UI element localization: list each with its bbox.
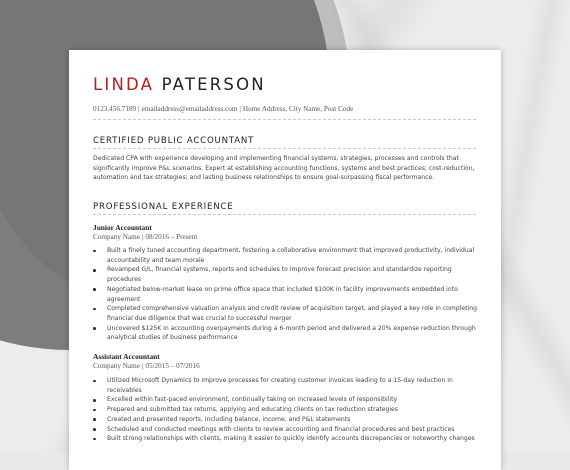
bullet-item: Completed comprehensive valuation analysis and credit review of acquisition target, and played a key role in completing financial due diligence that was crucial to successful merger	[93, 304, 483, 323]
resume-page	[69, 50, 501, 470]
job-bullets	[93, 376, 483, 444]
contact-line	[93, 105, 353, 113]
job-title: Junior Accountant	[93, 223, 152, 232]
separator: |	[141, 362, 144, 370]
job-meta	[93, 233, 197, 241]
bullet-item: Prepared and submitted tax returns, applying and educating clients on tax reduction strategies	[93, 405, 483, 415]
separator: |	[239, 105, 241, 113]
phone-text: 0123.456.7189	[93, 105, 137, 113]
company-name: Company Name	[93, 362, 140, 370]
divider	[93, 119, 476, 120]
candidate-name	[93, 75, 266, 94]
address-text: Home Address, City Name, Post Code	[242, 105, 354, 113]
separator: |	[141, 233, 144, 241]
divider	[93, 148, 476, 149]
bullet-item: Excelled within fast-paced environment, continually taking on increased levels of responsibility	[93, 395, 483, 405]
bullet-item: Revamped G/L, financial systems, reports and schedules to improve forecast precision and standardize reporting procedures	[93, 265, 483, 284]
job-dates: 08/2016 – Present	[145, 233, 198, 241]
job-bullets	[93, 246, 483, 343]
job-meta	[93, 362, 200, 370]
summary-title: CERTIFIED PUBLIC ACCOUNTANT	[93, 136, 255, 146]
job-title: Assistant Accountant	[93, 352, 160, 361]
job-dates: 05/2015 – 07/2016	[145, 362, 200, 370]
divider	[93, 214, 476, 215]
bullet-item: Built a finely tuned accounting department, fostering a collaborative environment that improved productivity, individual accountability and team morale	[93, 246, 483, 265]
bullet-item: Negotiated below-market lease on prime office space that included $100K in facility improvements embedded into agreement	[93, 285, 483, 304]
bullet-item: Utilized Microsoft Dynamics to improve processes for creating customer invoices leading to a 15-day reduction in receivables	[93, 376, 483, 395]
bullet-item: Uncovered $125K in accounting overpayments during a 6-month period and delivered a 20% expense reduction through analytical studies of business performance	[93, 324, 483, 343]
summary-text: Dedicated CPA with experience developing and implementing financial systems, strategies, processes and controls that significantly improve P&L scenarios. Expert at establishing accounting functions, systems and best practices; cost-reduction, automation and tax strategies; and lasting business relationships to ensure goal-surpassing fiscal performance.	[93, 155, 475, 182]
first-name: LINDA	[93, 75, 155, 94]
bullet-item: Scheduled and conducted meetings with clients to review accounting and financial procedures and best practices	[93, 425, 483, 435]
experience-title: PROFESSIONAL EXPERIENCE	[93, 202, 234, 212]
bullet-item: Built strong relationships with clients, making it easier to quickly identify accounts discrepancies or noteworthy changes	[93, 434, 483, 444]
email-text: emailaddress@emailaddress.com	[141, 105, 238, 113]
separator: |	[138, 105, 140, 113]
bullet-item: Created and presented reports, including balance, income, and P&L statements	[93, 415, 483, 425]
last-name: PATERSON	[161, 75, 266, 94]
company-name: Company Name	[93, 233, 140, 241]
